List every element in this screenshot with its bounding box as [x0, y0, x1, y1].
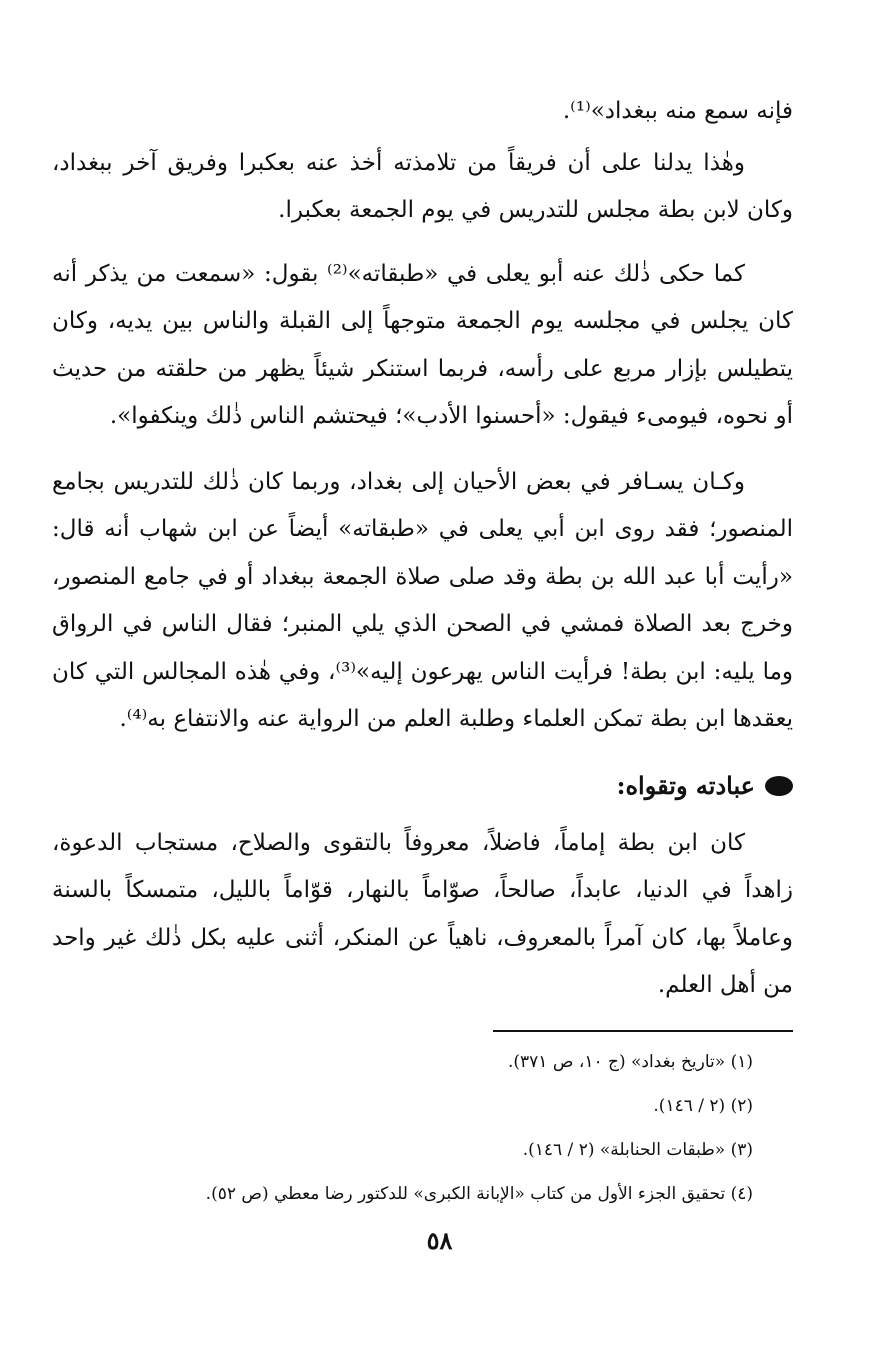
section-heading — [52, 766, 793, 806]
bullet-icon — [765, 776, 793, 796]
section-paragraph: كان ابن بطة إماماً، فاضلاً، معروفاً بالتقوى والصلاح، مستجاب الدعوة، زاهداً في الدنيا، عابداً، صالحاً، صوّاماً بالنهار، قوّاماً بالليل، متمسكاً بالسنة وعاملاً بها، كان آمراً بالمعروف، ناهياً عن المنكر، أثنى عليه بكل ذٰلك غير واحد من أهل العلم. — [52, 829, 793, 998]
lead-line: فإنه سمع منه ببغداد»⁽¹⁾. — [562, 98, 793, 124]
footnote-2: (٢) (٢ / ١٤٦). — [653, 1095, 753, 1116]
footnote-3: (٣) «طبقات الحنابلة» (٢ / ١٤٦). — [522, 1139, 753, 1160]
paragraph-3: وكـان يسـافر في بعض الأحيان إلى بغداد، وربما كان ذٰلك للتدريس بجامع المنصور؛ فقد روى ابن أبي يعلى في «طبقاته» أيضاً عن ابن شهاب أنه قال: «رأيت أبا عبد الله بن بطة وقد صلى صلاة الجمعة ببغداد أو في جامع المنصور، وخرج بعد الصلاة فمشي في الصحن الذي يلي المنبر؛ فقال الناس في الرواق وما يليه: ابن بطة! فرأيت الناس يهرعون إليه»⁽³⁾، وفي هٰذه المجالس التي كان يعقدها ابن بطة تمكن العلماء وطلبة العلم من الرواية عنه والانتفاع به⁽⁴⁾. — [52, 468, 793, 732]
footnotes — [52, 1030, 793, 1216]
page-number: ٥٨ — [426, 1226, 453, 1255]
footnote-divider — [493, 1030, 793, 1032]
paragraph-2: كما حكى ذٰلك عنه أبو يعلى في «طبقاته»⁽²⁾ بقول: «سمعت من يذكر أنه كان يجلس في مجلسه يوم الجمعة متوجهاً إلى القبلة والناس بين يديه، وكان يتطيلس بإزار مربع على رأسه، فربما استنكر شيئاً يظهر من حلقته من حديث أو نحوه، فيومىء فيقول: «أحسنوا الأدب»؛ فيحتشم الناس ذٰلك وينكفوا». — [52, 260, 793, 429]
footnote-4: (٤) تحقيق الجزء الأول من كتاب «الإبانة الكبرى» للدكتور رضا معطي (ص ٥٢). — [205, 1183, 753, 1204]
footnote-1: (١) «تاريخ بغداد» (ج ١٠، ص ٣٧١). — [508, 1051, 753, 1072]
paragraph-1: وهٰذا يدلنا على أن فريقاً من تلامذته أخذ عنه بعكبرا وفريق آخر ببغداد، وكان لابن بطة مجلس للتدريس في يوم الجمعة بعكبرا. — [52, 149, 793, 223]
section-heading-text: عبادته وتقواه: — [616, 770, 755, 800]
